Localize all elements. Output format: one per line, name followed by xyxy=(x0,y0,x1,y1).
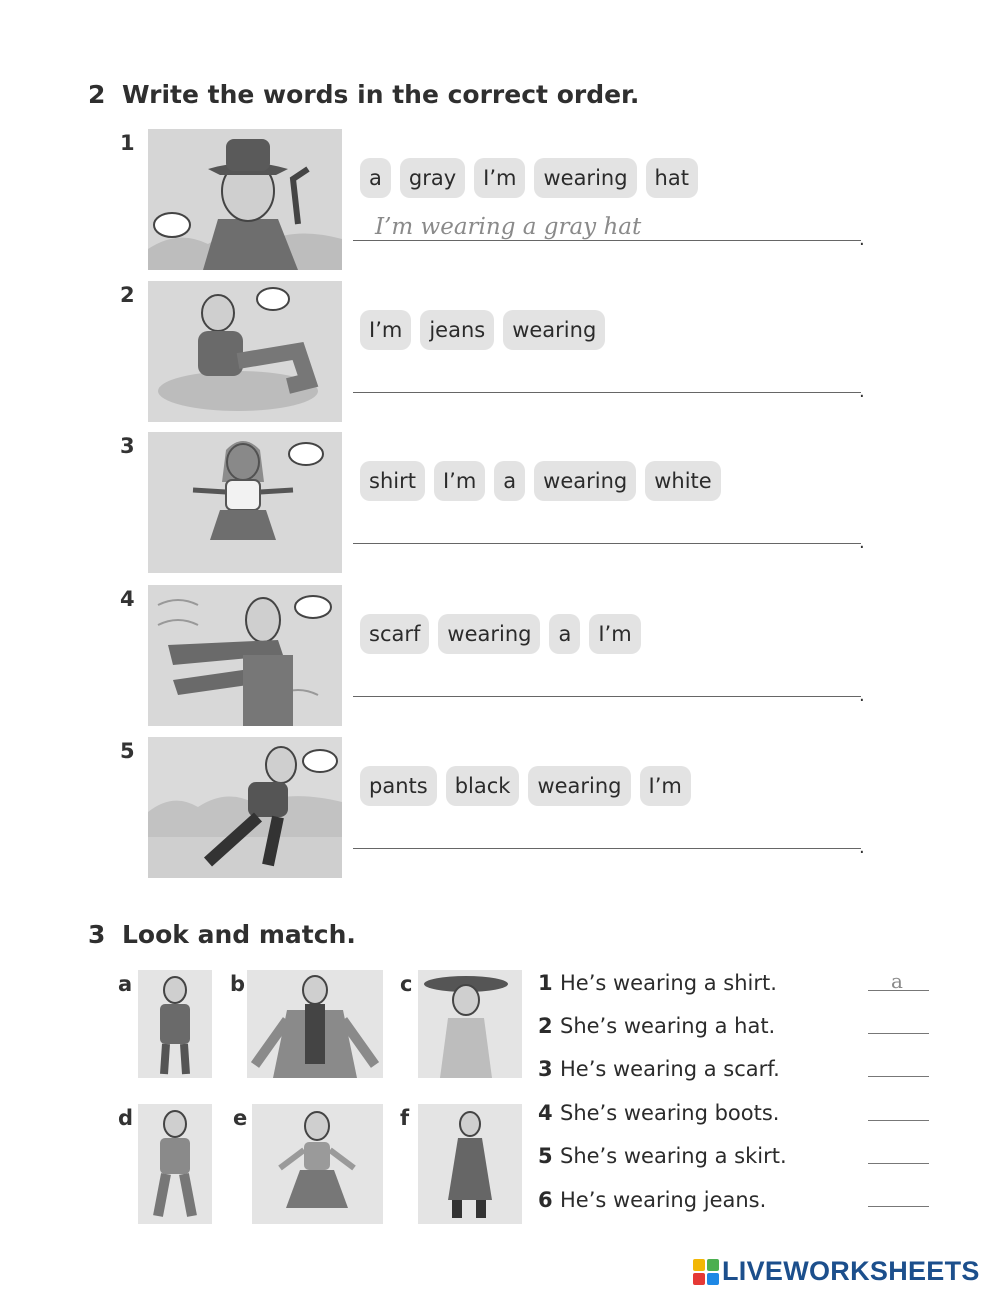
picture-letter-d: d xyxy=(118,1106,134,1130)
word-chips xyxy=(360,766,691,806)
sentence-number: 1 xyxy=(538,971,553,995)
word-chips xyxy=(360,310,605,350)
sentence-number: 3 xyxy=(538,1057,553,1081)
word-chip[interactable]: I’m xyxy=(589,614,640,654)
answer-line[interactable] xyxy=(353,543,861,544)
row-number: 3 xyxy=(120,434,135,458)
sentence-text: He’s wearing jeans. xyxy=(560,1188,767,1212)
sentence-text: She’s wearing a skirt. xyxy=(560,1144,787,1168)
man-in-scarf-illustration xyxy=(148,585,342,726)
word-chip[interactable]: a xyxy=(494,461,525,501)
word-chip[interactable]: I’m xyxy=(360,310,411,350)
exercise-2-instruction: Write the words in the correct order. xyxy=(122,80,640,109)
word-chip[interactable]: wearing xyxy=(438,614,540,654)
sentence-text: She’s wearing boots. xyxy=(560,1101,780,1125)
exercise-row-4 xyxy=(120,585,880,727)
picture-b-man-scarf xyxy=(247,970,383,1078)
example-answer: I’m wearing a gray hat xyxy=(375,214,642,240)
row-number: 4 xyxy=(120,587,135,611)
picture-letter-e: e xyxy=(233,1106,248,1130)
picture-c-girl-hat xyxy=(418,970,522,1078)
match-answer-1: a xyxy=(891,969,903,993)
word-chip[interactable]: wearing xyxy=(503,310,605,350)
match-sentence-2 xyxy=(538,1014,775,1038)
man-in-black-pants-illustration xyxy=(148,737,342,878)
logo-text: LIVEWORKSHEETS xyxy=(722,1256,980,1286)
sentence-number: 2 xyxy=(538,1014,553,1038)
sentence-period: . xyxy=(859,532,865,553)
exercise-3-title xyxy=(88,920,356,949)
word-chip[interactable]: a xyxy=(360,158,391,198)
picture-letter-c: c xyxy=(400,972,413,996)
exercise-row-2 xyxy=(120,281,880,423)
word-chip[interactable]: I’m xyxy=(640,766,691,806)
word-chip[interactable]: black xyxy=(446,766,520,806)
sentence-text: She’s wearing a hat. xyxy=(560,1014,776,1038)
word-chip[interactable]: wearing xyxy=(534,461,636,501)
word-chip[interactable]: white xyxy=(645,461,720,501)
boy-sitting-illustration xyxy=(148,281,342,422)
match-blank-6[interactable] xyxy=(868,1206,929,1207)
answer-line[interactable] xyxy=(353,848,861,849)
row-number: 1 xyxy=(120,131,135,155)
sentence-period: . xyxy=(859,229,865,250)
sentence-period: . xyxy=(859,685,865,706)
answer-line[interactable] xyxy=(353,240,861,241)
picture-d-boy-jeans xyxy=(138,1104,212,1224)
exercise-2-title xyxy=(88,80,639,109)
logo-grid-icon xyxy=(693,1259,719,1285)
answer-line[interactable] xyxy=(353,696,861,697)
match-blank-5[interactable] xyxy=(868,1163,929,1164)
exercise-row-1 xyxy=(120,129,880,271)
word-chip[interactable]: gray xyxy=(400,158,465,198)
liveworksheets-logo xyxy=(693,1256,980,1287)
sentence-number: 6 xyxy=(538,1188,553,1212)
word-chips xyxy=(360,158,698,198)
match-blank-2[interactable] xyxy=(868,1033,929,1034)
word-chip[interactable]: shirt xyxy=(360,461,425,501)
word-chip[interactable]: wearing xyxy=(528,766,630,806)
word-chip[interactable]: I’m xyxy=(474,158,525,198)
picture-letter-f: f xyxy=(400,1106,410,1130)
word-chip[interactable]: pants xyxy=(360,766,437,806)
answer-line[interactable] xyxy=(353,392,861,393)
word-chip[interactable]: jeans xyxy=(420,310,494,350)
word-chips xyxy=(360,614,641,654)
sentence-period: . xyxy=(859,837,865,858)
picture-e-girl-skirt xyxy=(252,1104,383,1224)
picture-letter-a: a xyxy=(118,972,133,996)
man-in-hat-illustration xyxy=(148,129,342,270)
match-sentence-6 xyxy=(538,1188,766,1212)
word-chips xyxy=(360,461,721,501)
exercise-row-5 xyxy=(120,737,880,879)
sentence-text: He’s wearing a scarf. xyxy=(560,1057,780,1081)
sentence-period: . xyxy=(859,381,865,402)
picture-letter-b: b xyxy=(230,972,246,996)
word-chip[interactable]: I’m xyxy=(434,461,485,501)
word-chip[interactable]: a xyxy=(549,614,580,654)
match-blank-4[interactable] xyxy=(868,1120,929,1121)
exercise-3-instruction: Look and match. xyxy=(122,920,356,949)
sentence-number: 5 xyxy=(538,1144,553,1168)
match-blank-3[interactable] xyxy=(868,1076,929,1077)
match-blank-1[interactable] xyxy=(868,990,929,991)
match-sentence-4 xyxy=(538,1101,779,1125)
picture-f-girl-boots xyxy=(418,1104,522,1224)
word-chip[interactable]: scarf xyxy=(360,614,429,654)
exercise-3-number: 3 xyxy=(88,920,106,949)
row-number: 2 xyxy=(120,283,135,307)
picture-a-boy-shirt xyxy=(138,970,212,1078)
word-chip[interactable]: hat xyxy=(646,158,698,198)
sentence-number: 4 xyxy=(538,1101,553,1125)
match-sentence-1 xyxy=(538,971,777,995)
exercise-2-number: 2 xyxy=(88,80,106,109)
row-number: 5 xyxy=(120,739,135,763)
sentence-text: He’s wearing a shirt. xyxy=(560,971,777,995)
match-sentence-5 xyxy=(538,1144,787,1168)
word-chip[interactable]: wearing xyxy=(534,158,636,198)
match-sentence-3 xyxy=(538,1057,780,1081)
exercise-row-3 xyxy=(120,432,880,574)
girl-in-skirt-illustration xyxy=(148,432,342,573)
